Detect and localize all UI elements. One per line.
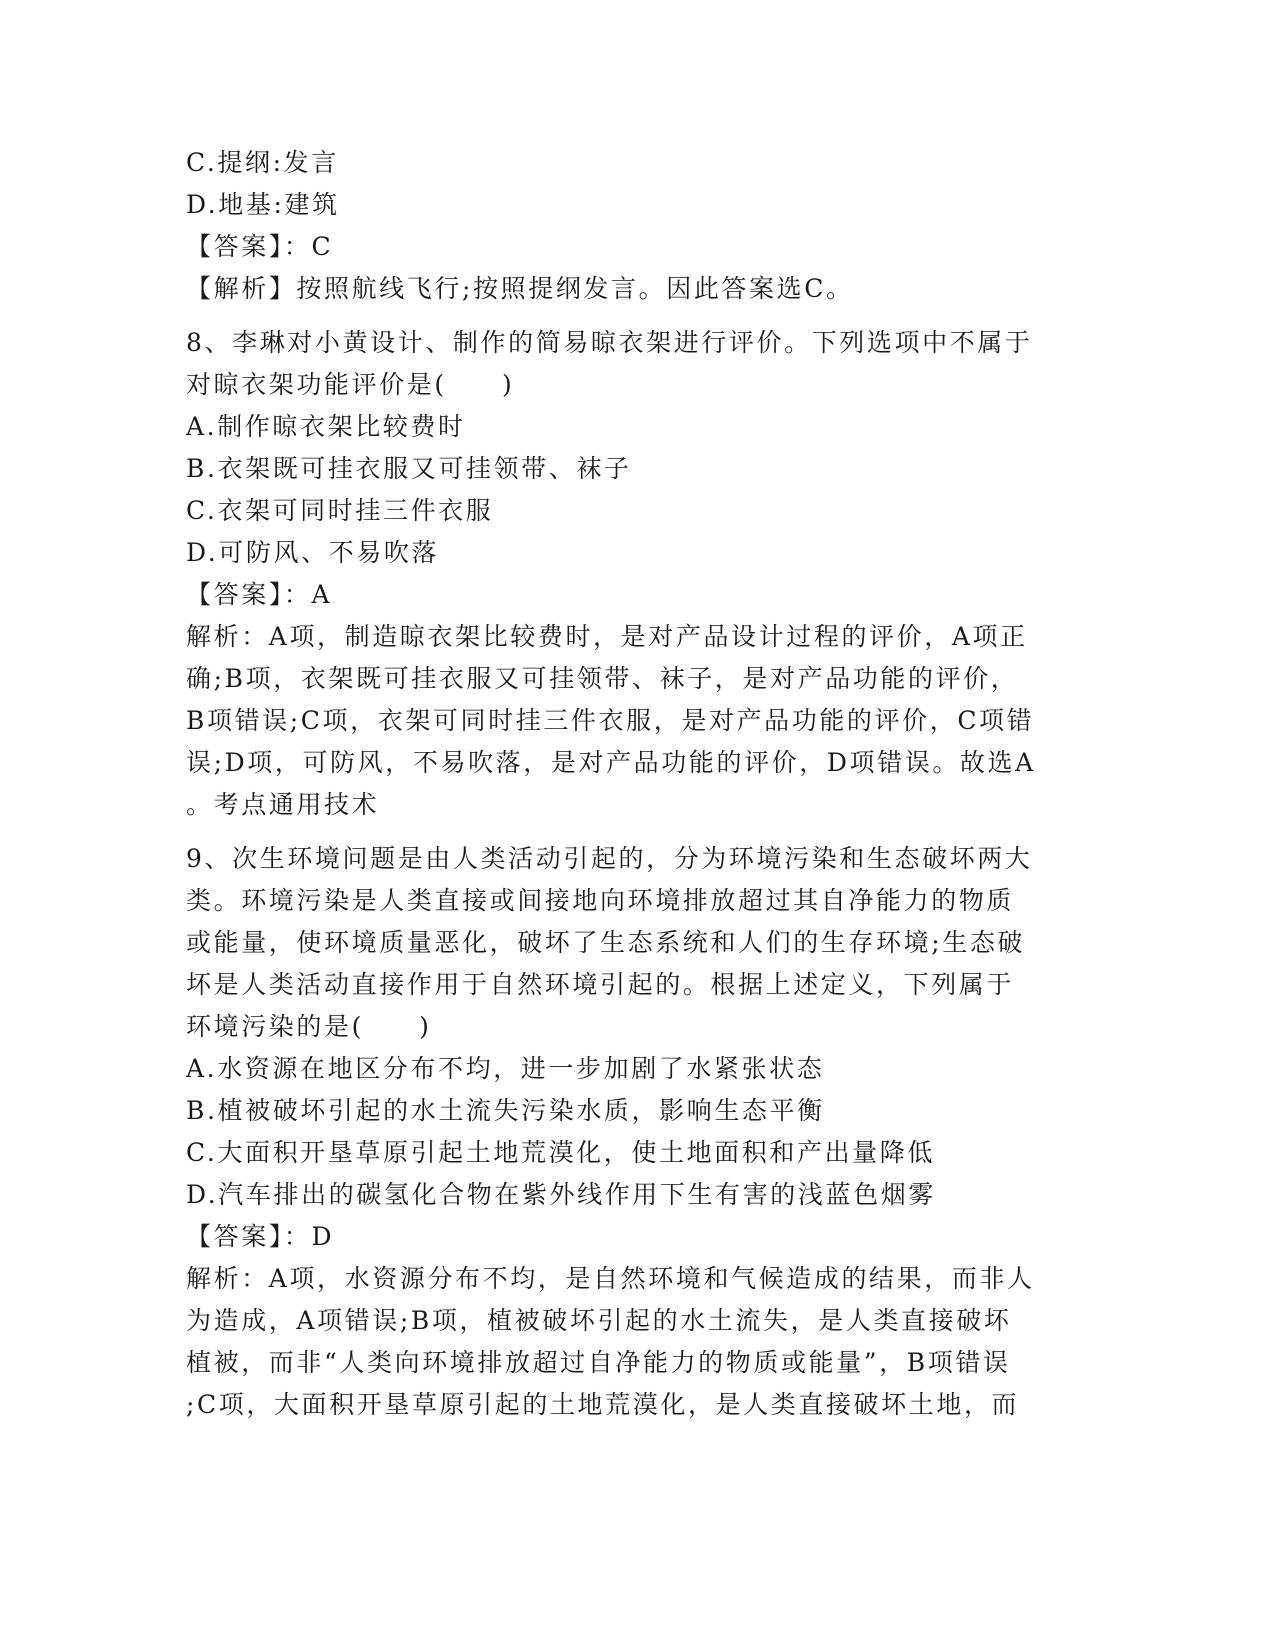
question-stem-line: 对晾衣架功能评价是( ) xyxy=(186,370,515,399)
analysis-line: 。考点通用技术 xyxy=(186,790,380,819)
question-9 xyxy=(186,838,1086,1426)
option-d: D.汽车排出的碳氢化合物在紫外线作用下生有害的浅蓝色烟雾 xyxy=(186,1180,936,1209)
question-stem-line: 9、次生环境问题是由人类活动引起的，分为环境污染和生态破坏两大 xyxy=(186,844,1033,873)
answer-line: 【答案】：A xyxy=(186,580,333,609)
option-d: D.地基:建筑 xyxy=(186,190,340,219)
analysis-line: 确;B项，衣架既可挂衣服又可挂领带、袜子，是对产品功能的评价， xyxy=(186,664,1019,693)
document-page xyxy=(186,142,1086,1426)
analysis-line: 为造成，A项错误;B项，植被破坏引起的水土流失，是人类直接破坏 xyxy=(186,1306,1012,1335)
option-b: B.衣架既可挂衣服又可挂领带、袜子 xyxy=(186,454,632,483)
question-stem-line: 8、李琳对小黄设计、制作的简易晾衣架进行评价。下列选项中不属于 xyxy=(186,328,1033,357)
option-b: B.植被破坏引起的水土流失污染水质，影响生态平衡 xyxy=(186,1096,825,1125)
analysis-line: ;C项，大面积开垦草原引起的土地荒漠化，是人类直接破坏土地，而 xyxy=(186,1390,1020,1419)
answer-line: 【答案】：C xyxy=(186,232,334,261)
question-stem-line: 坏是人类活动直接作用于自然环境引起的。根据上述定义，下列属于 xyxy=(186,970,1015,999)
option-a: A.水资源在地区分布不均，进一步加剧了水紧张状态 xyxy=(186,1054,825,1083)
question-stem-line: 环境污染的是( ) xyxy=(186,1012,432,1041)
option-d: D.可防风、不易吹落 xyxy=(186,538,440,567)
analysis-line: 植被，而非“人类向环境排放超过自净能力的物质或能量”，B项错误 xyxy=(186,1348,1011,1377)
option-a: A.制作晾衣架比较费时 xyxy=(186,412,466,441)
analysis-line: 误;D项，可防风，不易吹落，是对产品功能的评价，D项错误。故选A xyxy=(186,748,1036,777)
option-c: C.提纲:发言 xyxy=(186,148,339,177)
analysis-line: 解析：A项，制造晾衣架比较费时，是对产品设计过程的评价，A项正 xyxy=(186,622,1028,651)
analysis-line: B项错误;C项，衣架可同时挂三件衣服，是对产品功能的评价，C项错 xyxy=(186,706,1035,735)
question-7-tail xyxy=(186,142,1086,310)
analysis-line: 解析：A项，水资源分布不均，是自然环境和气候造成的结果，而非人 xyxy=(186,1264,1035,1293)
analysis-line: 【解析】按照航线飞行;按照提纲发言。因此答案选C。 xyxy=(186,274,854,303)
answer-line: 【答案】：D xyxy=(186,1222,335,1251)
question-stem-line: 或能量，使环境质量恶化，破坏了生态系统和人们的生存环境;生态破 xyxy=(186,928,1026,957)
option-c: C.大面积开垦草原引起土地荒漠化，使土地面积和产出量降低 xyxy=(186,1138,935,1167)
question-8 xyxy=(186,322,1086,826)
question-stem-line: 类。环境污染是人类直接或间接地向环境排放超过其自净能力的物质 xyxy=(186,886,1015,915)
option-c: C.衣架可同时挂三件衣服 xyxy=(186,496,494,525)
